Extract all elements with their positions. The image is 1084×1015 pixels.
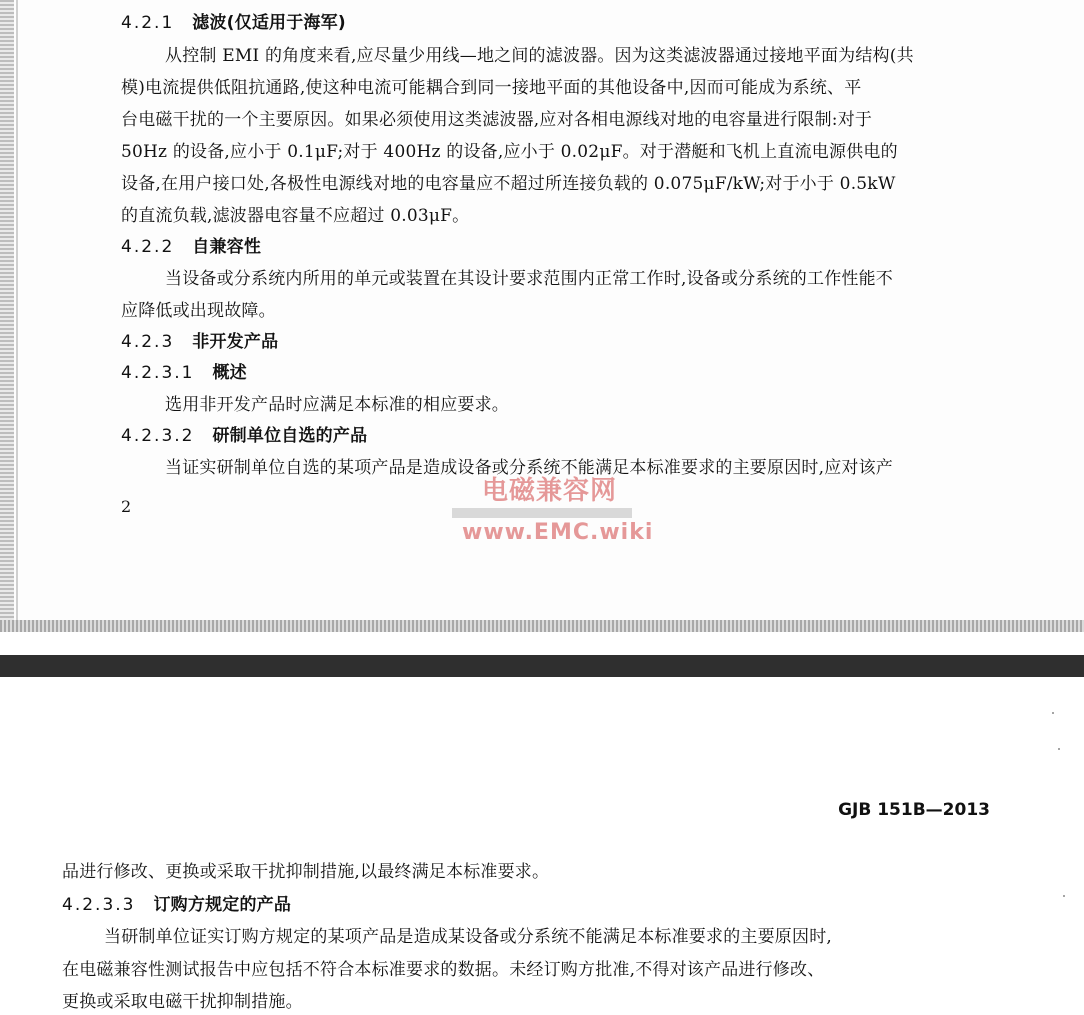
watermark-bar [452,508,632,518]
section-number: 4.2.3.2 [121,426,195,446]
paragraph-line: 选用非开发产品时应满足本标准的相应要求。 [165,395,509,415]
paragraph-line: 当研制单位证实订购方规定的某项产品是造成某设备或分系统不能满足本标准要求的主要原因时, [104,927,833,947]
scan-edge-left [0,0,14,632]
paragraph-line: 更换或采取电磁干扰抑制措施。 [62,992,303,1012]
paragraph-line: 台电磁干扰的一个主要原因。如果必须使用这类滤波器,应对各相电源线对地的电容量进行限制:对于 [121,110,873,130]
section-number: 4.2.3.3 [62,895,136,915]
paragraph-line: 设备,在用户接口处,各极性电源线对地的电容量应不超过所连接负载的 0.075μF/kW;对于小于 0.5kW [121,174,896,194]
paragraph-line: 品进行修改、更换或采取干扰抑制措施,以最终满足本标准要求。 [62,862,550,882]
section-title: 非开发产品 [192,332,279,352]
scan-speck [1063,895,1065,897]
section-title: 自兼容性 [192,237,262,257]
paragraph-line: 在电磁兼容性测试报告中应包括不符合本标准要求的数据。未经订购方批准,不得对该产品进行修改、 [62,960,825,980]
paragraph-line: 50Hz 的设备,应小于 0.1μF;对于 400Hz 的设备,应小于 0.02μF。对于潜艇和飞机上直流电源供电的 [121,142,898,162]
section-number: 4.2.2 [121,237,175,257]
page-number: 2 [121,497,132,516]
paragraph-line: 的直流负载,滤波器电容量不应超过 0.03μF。 [121,206,470,226]
section-heading [62,890,291,915]
paragraph-line: 模)电流提供低阻抗通路,使这种电流可能耦合到同一接地平面的其他设备中,因而可能成为系统、平 [121,78,862,98]
section-number: 4.2.3.1 [121,363,195,383]
section-heading [121,421,367,446]
section-heading [121,358,247,383]
section-number: 4.2.1 [121,13,175,33]
scan-speck [1058,748,1060,750]
scan-edge-bottom [0,620,1084,632]
paragraph-line: 应降低或出现故障。 [121,301,276,321]
watermark-text: 电磁兼容网 [482,476,618,506]
scan-edge-line [16,0,18,620]
scan-speck [1052,712,1054,714]
watermark [452,470,654,550]
section-title: 订购方规定的产品 [153,895,292,915]
section-title: 研制单位自选的产品 [212,426,368,446]
section-title: 滤波(仅适用于海军) [192,13,346,33]
standard-code: GJB 151B—2013 [838,800,990,820]
page-separator [0,655,1084,677]
section-heading [121,327,278,352]
paragraph-line: 当设备或分系统内所用的单元或装置在其设计要求范围内正常工作时,设备或分系统的工作性能不 [165,269,894,289]
paragraph-line: 当证实研制单位自选的某项产品是造成设备或分系统不能满足本标准要求的主要原因时,应对该产 [165,458,894,478]
watermark-url: www.EMC.wiki [462,520,654,545]
section-title: 概述 [212,363,247,383]
section-number: 4.2.3 [121,332,175,352]
section-heading [121,8,346,33]
section-heading [121,232,261,257]
paragraph-line: 从控制 EMI 的角度来看,应尽量少用线—地之间的滤波器。因为这类滤波器通过接地平面为结构(共 [165,46,914,66]
